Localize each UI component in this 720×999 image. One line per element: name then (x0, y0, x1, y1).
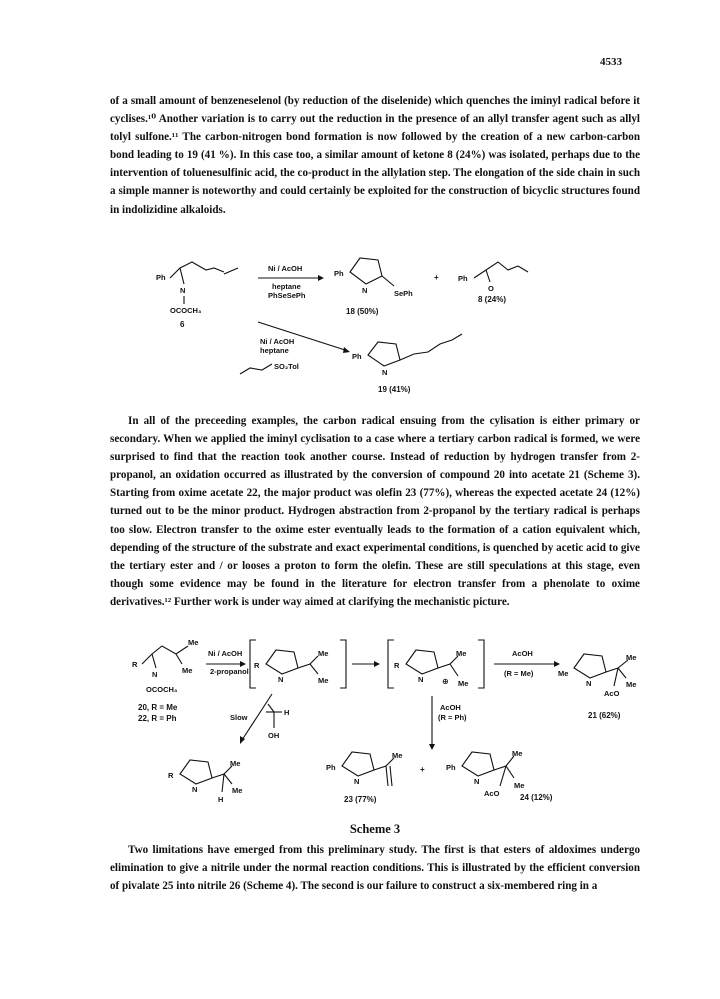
ph-label-8: Ph (458, 274, 468, 283)
rph-label: (R = Ph) (438, 713, 467, 722)
r-label-cat: R (394, 661, 400, 670)
n-label-red: N (192, 785, 198, 794)
me-label-red2: Me (232, 786, 243, 795)
me-label-rad2: Me (318, 676, 329, 685)
paragraph-2: In all of the preceeding examples, the carbon radical ensuing from the cylisation is either primary or secondary. When we applied the iminyl cyclisation to a case where a tertiary carbon radical is formed, we were surprised to find that the reaction took another course. Instead of reduction by hydrogen transfer from 2-propanol, an oxidation occurred as illustrated by the conversion of compound 20 into acetate 21 (Scheme 3). Starting from oxime acetate 22, the major product was olefin 23 (77%), whereas the expected acetate 24 (12%) turned out to be the minor product. Hydrogen abstraction from 2-propanol by the tertiary radical is perhaps too slow. Electron transfer to the oxime ester eventually leads to the formation of a cation equivalent which, depending of the structure of the substrate and exact experimental conditions, is quenched by acetic acid to give the tertiary ester and / or looses a proton to form the olefin. These are still speculations at this stage, even though some evidence may be found in the literature for electron transfer from a phenolate to oxime derivatives.¹² Further work is under way aimed at clarifying the mechanistic picture. (110, 415, 640, 608)
compound-18-structure (334, 258, 413, 316)
compound-6-label: 6 (180, 320, 185, 329)
n-label-24: N (474, 777, 480, 786)
aco-label-24: AcO (484, 789, 500, 798)
me-label-21a: Me (558, 669, 569, 678)
compound-6-structure (156, 262, 238, 329)
compound-24-label: 24 (12%) (520, 793, 553, 802)
ph-label-24: Ph (446, 763, 456, 772)
ococh3-label-s: OCOCH₃ (146, 685, 178, 694)
n-label-rad: N (278, 675, 284, 684)
me-label-cat1: Me (456, 649, 467, 658)
slow-label: Slow (230, 713, 248, 722)
compound-20-label: 20, R = Me (138, 703, 178, 712)
acoh-label-2: AcOH (440, 703, 461, 712)
ph-label-18: Ph (334, 269, 344, 278)
r-label-red: R (168, 771, 174, 780)
compound-22-label: 22, R = Ph (138, 714, 177, 723)
aco-label-21: AcO (604, 689, 620, 698)
page-number: 4533 (600, 56, 622, 68)
ococh3-label: OCOCH₃ (170, 306, 202, 315)
me-label-cat2: Me (458, 679, 469, 688)
so2tol-label: SO₂Tol (274, 362, 299, 371)
compound-8-label: 8 (24%) (478, 295, 507, 304)
cond-s3-1: Ni / AcOH (208, 649, 243, 658)
n-label-23: N (354, 777, 360, 786)
compound-23-label: 23 (77%) (344, 795, 377, 804)
n-label-19: N (382, 368, 388, 377)
o-label: O (488, 284, 494, 293)
me-label-21b: Me (626, 653, 637, 662)
n-label-18: N (362, 286, 368, 295)
oh-label: OH (268, 731, 280, 740)
n-label-s: N (152, 670, 158, 679)
cond-s3-2: 2-propanol (210, 667, 249, 676)
me-label-red1: Me (230, 759, 241, 768)
me-label-23: Me (392, 751, 403, 760)
ph-label-19: Ph (352, 352, 362, 361)
paragraph-1: of a small amount of benzeneselenol (by reduction of the diselenide) which quenches the iminyl radical before it cyclises.¹⁰ Another variation is to carry out the reduction in the presence of an allyl transfer agent such as allyl tolyl sulfone.¹¹ The carbon-nitrogen bond formation is now followed by the creation of a new carbon-carbon bond leading to 19 (41 %). In this case too, a similar amount of ketone 8 (24%) was isolated, perhaps due to the intervention of toluenesulfinic acid, the co-product in the allylation step. The elongation of the side chain in such a simple manner is noteworthy and could certainly be exploited for the construction of bicyclic structures found in indolizidine alkaloids. (110, 95, 640, 216)
me-label-24a: Me (512, 749, 523, 758)
cond-top-3: PhSeSePh (268, 291, 306, 300)
compound-19-label: 19 (41%) (378, 385, 411, 394)
scheme-caption: Scheme 3 (349, 822, 401, 836)
me-label-24b: Me (514, 781, 525, 790)
cond-top-1: Ni / AcOH (268, 264, 303, 273)
compound-21-label: 21 (62%) (588, 711, 621, 720)
paragraph-3: Two limitations have emerged from this preliminary study. The first is that esters of aldoximes undergo elimination to give a nitrile under the normal reaction conditions. This is illustrated by the efficient conversion of pivalate 25 into nitrile 26 (Scheme 4). The second is our failure to construct a six-membered ring in a (110, 844, 640, 893)
compound-19-structure (352, 334, 462, 394)
ph-label-23: Ph (326, 763, 336, 772)
cond-top-2: heptane (272, 282, 301, 291)
r-label-rad: R (254, 661, 260, 670)
me-label-b: Me (182, 666, 193, 675)
compound-8-structure (458, 262, 528, 304)
ph-label: Ph (156, 273, 166, 282)
scheme-3 (132, 638, 636, 804)
h-label-ipa: H (284, 708, 290, 717)
seph-label: SePh (394, 289, 413, 298)
n-label-21: N (586, 679, 592, 688)
compound-18-label: 18 (50%) (346, 307, 379, 316)
cation-sign: ⊕ (442, 677, 449, 686)
r-label: R (132, 660, 138, 669)
plus-sign-1: + (434, 273, 439, 282)
n-label-cat: N (418, 675, 424, 684)
n-label: N (180, 286, 186, 295)
cond-bot-2: heptane (260, 346, 289, 355)
cond-bot-1: Ni / AcOH (260, 337, 295, 346)
plus-sign-2: + (420, 765, 425, 774)
me-label-rad1: Me (318, 649, 329, 658)
h-label-red: H (218, 795, 224, 804)
me-label-21c: Me (626, 680, 637, 689)
acoh-label-1: AcOH (512, 649, 533, 658)
rme-label: (R = Me) (504, 669, 534, 678)
me-label-a: Me (188, 638, 199, 647)
